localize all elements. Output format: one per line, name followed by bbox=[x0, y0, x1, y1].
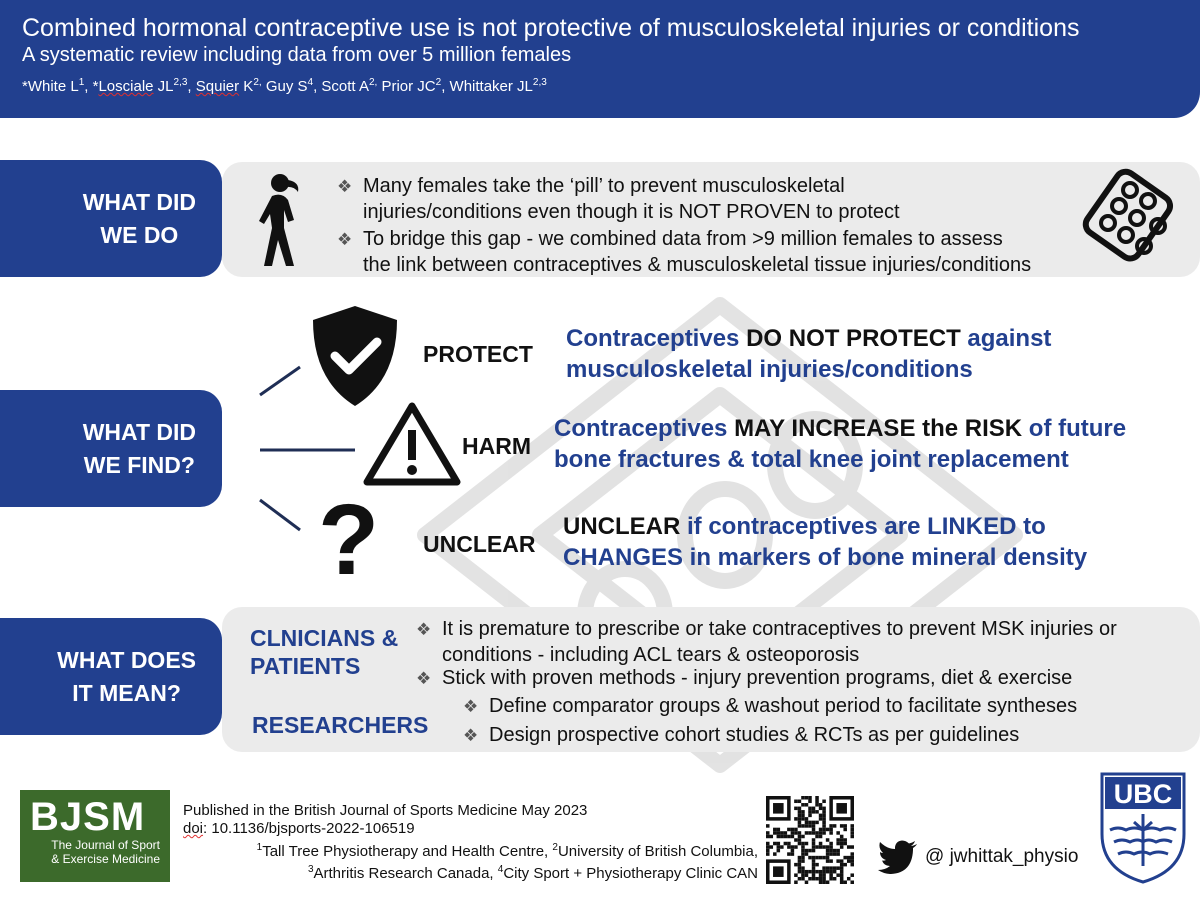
researcher-bullet-1: ❖ Define comparator groups & washout period to facilitate syntheses bbox=[489, 693, 1077, 719]
qr-module bbox=[791, 849, 795, 853]
qr-module bbox=[773, 866, 784, 877]
qr-module bbox=[805, 821, 809, 825]
qr-module bbox=[801, 849, 805, 853]
qr-module bbox=[826, 880, 830, 884]
qr-module bbox=[829, 842, 833, 846]
author: Scott $A^{2,}$ bbox=[321, 77, 378, 95]
qr-module bbox=[791, 831, 795, 835]
qr-module bbox=[808, 849, 812, 853]
qr-module bbox=[798, 800, 802, 804]
qr-module bbox=[850, 824, 854, 828]
qr-module bbox=[843, 828, 847, 832]
qr-module bbox=[808, 796, 812, 800]
qr-module bbox=[819, 817, 823, 821]
qr-module bbox=[812, 828, 816, 832]
qr-module bbox=[801, 814, 805, 818]
qr-module bbox=[780, 835, 784, 839]
qr-module bbox=[770, 845, 774, 849]
page-subtitle: A systematic review including data from over 5 million females bbox=[22, 44, 572, 66]
qr-module bbox=[798, 838, 802, 842]
qr-module bbox=[826, 866, 830, 870]
qr-module bbox=[822, 873, 826, 877]
qr-module bbox=[822, 866, 826, 870]
page-title: Combined hormonal contraceptive use is not protective of musculoskeletal injuries or conditions bbox=[22, 14, 1080, 42]
qr-module bbox=[798, 870, 802, 874]
qr-module bbox=[850, 845, 854, 849]
unclear-label: UNCLEAR bbox=[423, 531, 536, 557]
unclear-finding: UNCLEAR if contraceptives are LINKED to CHANGES in markers of bone mineral density bbox=[563, 513, 1088, 571]
qr-module bbox=[847, 859, 851, 863]
tab-what-did-we-find: WHAT DID WE FIND? bbox=[0, 390, 222, 507]
qr-module bbox=[829, 859, 833, 863]
qr-module bbox=[784, 831, 788, 835]
qr-module bbox=[815, 803, 819, 807]
qr-module bbox=[822, 828, 826, 832]
qr-module bbox=[840, 835, 844, 839]
qr-module bbox=[798, 807, 802, 811]
qr-module bbox=[808, 870, 812, 874]
qr-module bbox=[787, 835, 791, 839]
qr-module bbox=[773, 852, 777, 856]
qr-module bbox=[815, 831, 819, 835]
qr-module bbox=[815, 821, 819, 825]
qr-module bbox=[826, 852, 830, 856]
qr-module bbox=[822, 824, 826, 828]
qr-module bbox=[840, 873, 844, 877]
qr-module bbox=[798, 866, 802, 870]
qr-module bbox=[780, 845, 784, 849]
qr-module bbox=[850, 828, 854, 832]
qr-module bbox=[798, 824, 802, 828]
qr-module bbox=[766, 831, 770, 835]
clinicians-patients-label: CLNICIANS & PATIENTS bbox=[250, 625, 399, 679]
ubc-logo[interactable] bbox=[1098, 770, 1188, 885]
qr-module bbox=[784, 835, 788, 839]
qr-module bbox=[847, 856, 851, 860]
qr-module bbox=[766, 845, 770, 849]
qr-module bbox=[826, 870, 830, 874]
doi-link[interactable]: doi: 10.1136/bjsports-2022-106519 bbox=[183, 820, 415, 837]
qr-module bbox=[822, 817, 826, 821]
qr-module bbox=[819, 803, 823, 807]
question-mark-icon: ? bbox=[318, 484, 380, 596]
qr-module bbox=[815, 856, 819, 860]
qr-module bbox=[805, 870, 809, 874]
qr-module bbox=[812, 866, 816, 870]
qr-module bbox=[836, 873, 840, 877]
qr-module bbox=[826, 859, 830, 863]
qr-module bbox=[847, 877, 851, 881]
qr-module bbox=[791, 845, 795, 849]
author: *Losciale JL$^{2,3}$ bbox=[92, 77, 188, 95]
qr-module bbox=[766, 842, 770, 846]
qr-module bbox=[840, 863, 844, 867]
qr-module bbox=[794, 838, 798, 842]
qr-module bbox=[773, 803, 784, 814]
qr-module bbox=[850, 831, 854, 835]
qr-module bbox=[812, 849, 816, 853]
qr-module bbox=[833, 852, 837, 856]
qr-module bbox=[850, 856, 854, 860]
qr-module bbox=[850, 863, 854, 867]
qr-module bbox=[770, 835, 774, 839]
qr-module bbox=[791, 835, 795, 839]
qr-module bbox=[822, 870, 826, 874]
qr-module bbox=[808, 821, 812, 825]
qr-module bbox=[794, 800, 798, 804]
qr-module bbox=[798, 877, 802, 881]
qr-module bbox=[826, 845, 830, 849]
qr-module bbox=[808, 800, 812, 804]
qr-module bbox=[819, 807, 823, 811]
qr-module bbox=[801, 835, 805, 839]
qr-module bbox=[808, 831, 812, 835]
qr-module bbox=[836, 859, 840, 863]
qr-module bbox=[836, 852, 840, 856]
qr-module bbox=[808, 856, 812, 860]
qr-module bbox=[794, 880, 798, 884]
qr-module bbox=[798, 817, 802, 821]
warning-triangle-icon bbox=[362, 400, 462, 488]
qr-module bbox=[805, 824, 809, 828]
qr-module bbox=[815, 835, 819, 839]
qr-module bbox=[791, 828, 795, 832]
qr-module bbox=[812, 870, 816, 874]
tab-what-did-we-do: WHAT DID WE DO bbox=[0, 160, 222, 277]
diamond-bullet-icon: ❖ bbox=[463, 697, 479, 716]
qr-module bbox=[847, 845, 851, 849]
qr-module bbox=[805, 796, 809, 800]
qr-module bbox=[798, 863, 802, 867]
qr-module bbox=[801, 824, 805, 828]
qr-module bbox=[794, 807, 798, 811]
qr-module bbox=[819, 828, 823, 832]
author: *White $L^1$ bbox=[22, 77, 85, 95]
qr-module bbox=[812, 807, 816, 811]
qr-module bbox=[801, 877, 805, 881]
clinician-bullet-2: ❖ Stick with proven methods - injury prevention programs, diet & exercise bbox=[442, 665, 1072, 691]
qr-module bbox=[833, 877, 837, 881]
qr-module bbox=[819, 831, 823, 835]
qr-module bbox=[777, 835, 781, 839]
qr-module bbox=[840, 842, 844, 846]
qr-module bbox=[798, 856, 802, 860]
qr-module bbox=[812, 845, 816, 849]
qr-module bbox=[808, 814, 812, 818]
qr-module bbox=[836, 866, 840, 870]
researcher-bullet-2: ❖ Design prospective cohort studies & RCTs as per guidelines bbox=[489, 722, 1019, 748]
qr-module bbox=[826, 838, 830, 842]
qr-module bbox=[801, 803, 805, 807]
qr-module bbox=[801, 852, 805, 856]
ubc-wordmark: UBC bbox=[1113, 779, 1173, 809]
qr-module bbox=[787, 842, 791, 846]
qr-module bbox=[805, 831, 809, 835]
qr-module bbox=[773, 831, 777, 835]
qr-module bbox=[801, 842, 805, 846]
qr-module bbox=[812, 873, 816, 877]
affiliations: $^1$Tall Tree Physiotherapy and Health Centre, $^2$University of British Columbia, $^3$Arthritis Research Canada, $^4$City Sport + Physiotherapy Clinic CAN bbox=[256, 842, 758, 882]
qr-module bbox=[829, 877, 833, 881]
qr-module bbox=[805, 842, 809, 846]
qr-module bbox=[801, 796, 805, 800]
qr-module bbox=[815, 877, 819, 881]
qr-module bbox=[850, 880, 854, 884]
qr-module bbox=[822, 814, 826, 818]
do-bullet-1: ❖ Many females take the ‘pill’ to prevent musculoskeletal injuries/conditions even though it is NOT PROVEN to protect bbox=[337, 175, 900, 223]
qr-module bbox=[766, 835, 770, 839]
qr-code-icon[interactable] bbox=[766, 796, 854, 884]
qr-module bbox=[815, 870, 819, 874]
diamond-bullet-icon: ❖ bbox=[416, 620, 432, 639]
bjsm-logo[interactable]: BJSM The Journal of Sport & Exercise Medicine bbox=[20, 790, 170, 882]
author: Prior $JC^2$ bbox=[381, 77, 442, 95]
qr-module bbox=[808, 810, 812, 814]
qr-module bbox=[840, 845, 844, 849]
qr-module bbox=[812, 877, 816, 881]
qr-module bbox=[850, 873, 854, 877]
published-note: Published in the British Journal of Sports Medicine May 2023 bbox=[183, 802, 588, 819]
qr-module bbox=[843, 838, 847, 842]
qr-module bbox=[777, 842, 781, 846]
qr-module bbox=[822, 877, 826, 881]
qr-module bbox=[801, 873, 805, 877]
qr-module bbox=[819, 873, 823, 877]
qr-module bbox=[787, 828, 791, 832]
qr-module bbox=[805, 803, 809, 807]
qr-module bbox=[798, 842, 802, 846]
qr-module bbox=[819, 880, 823, 884]
qr-module bbox=[815, 800, 819, 804]
qr-module bbox=[794, 863, 798, 867]
qr-module bbox=[777, 845, 781, 849]
qr-module bbox=[777, 828, 781, 832]
qr-module bbox=[819, 835, 823, 839]
qr-module bbox=[812, 831, 816, 835]
qr-module bbox=[766, 824, 770, 828]
qr-module bbox=[843, 856, 847, 860]
researchers-label: RESEARCHERS bbox=[252, 712, 429, 738]
qr-module bbox=[780, 831, 784, 835]
qr-module bbox=[815, 845, 819, 849]
qr-module bbox=[840, 824, 844, 828]
qr-module bbox=[833, 849, 837, 853]
qr-module bbox=[826, 828, 830, 832]
qr-module bbox=[798, 810, 802, 814]
qr-module bbox=[826, 856, 830, 860]
qr-module bbox=[812, 838, 816, 842]
qr-module bbox=[784, 842, 788, 846]
protect-label: PROTECT bbox=[423, 341, 533, 367]
qr-module bbox=[833, 866, 837, 870]
qr-module bbox=[805, 849, 809, 853]
author-list: *White $L^1$, *Losciale JL$^{2,3}$, Squier $K^{2,}$ Guy $S^4$, Scott $A^{2,}$ Prior $JC^2$, Whittaker JL$^{2,3}$ bbox=[22, 77, 547, 95]
qr-module bbox=[840, 880, 844, 884]
qr-module bbox=[819, 877, 823, 881]
qr-module bbox=[822, 831, 826, 835]
qr-module bbox=[812, 856, 816, 860]
qr-module bbox=[812, 842, 816, 846]
qr-module bbox=[840, 838, 844, 842]
do-bullet-2: ❖ To bridge this gap - we combined data from >9 million females to assess the link between contraceptives & musculoskeletal tissue injuries/conditions bbox=[337, 228, 1032, 276]
qr-module bbox=[822, 845, 826, 849]
qr-module bbox=[836, 838, 840, 842]
qr-module bbox=[798, 859, 802, 863]
qr-module bbox=[829, 866, 833, 870]
qr-module bbox=[836, 842, 840, 846]
qr-module bbox=[829, 870, 833, 874]
twitter-handle[interactable]: @ jwhittak_physio bbox=[925, 846, 1079, 867]
qr-module bbox=[822, 810, 826, 814]
qr-module bbox=[766, 849, 770, 853]
qr-module bbox=[812, 824, 816, 828]
qr-module bbox=[787, 852, 791, 856]
walking-woman-icon bbox=[250, 170, 310, 270]
qr-module bbox=[805, 873, 809, 877]
qr-module bbox=[819, 814, 823, 818]
qr-module bbox=[808, 807, 812, 811]
qr-module bbox=[801, 870, 805, 874]
qr-module bbox=[840, 870, 844, 874]
qr-module bbox=[777, 849, 781, 853]
header-banner bbox=[0, 0, 1200, 118]
qr-module bbox=[798, 831, 802, 835]
qr-module bbox=[794, 817, 798, 821]
qr-module bbox=[794, 845, 798, 849]
clinician-bullet-1: ❖ It is premature to prescribe or take contraceptives to prevent MSK injuries or conditions - including ACL tears & osteoporosis bbox=[416, 618, 1117, 666]
diamond-bullet-icon: ❖ bbox=[416, 669, 432, 688]
qr-module bbox=[822, 880, 826, 884]
qr-module bbox=[829, 849, 833, 853]
qr-module bbox=[794, 831, 798, 835]
qr-module bbox=[829, 873, 833, 877]
qr-module bbox=[812, 863, 816, 867]
qr-module bbox=[819, 845, 823, 849]
qr-module bbox=[819, 856, 823, 860]
qr-module bbox=[822, 821, 826, 825]
qr-module bbox=[819, 842, 823, 846]
qr-module bbox=[798, 814, 802, 818]
qr-module bbox=[805, 880, 809, 884]
qr-module bbox=[822, 800, 826, 804]
qr-module bbox=[791, 852, 795, 856]
qr-module bbox=[836, 803, 847, 814]
twitter-bird-icon[interactable] bbox=[878, 840, 918, 874]
qr-module bbox=[829, 845, 833, 849]
diamond-bullet-icon: ❖ bbox=[463, 726, 479, 745]
qr-module bbox=[808, 877, 812, 881]
qr-module bbox=[812, 810, 816, 814]
qr-module bbox=[815, 863, 819, 867]
qr-module bbox=[850, 852, 854, 856]
qr-module bbox=[801, 856, 805, 860]
qr-module bbox=[833, 824, 837, 828]
qr-module bbox=[812, 821, 816, 825]
qr-module bbox=[801, 866, 805, 870]
qr-module bbox=[787, 845, 791, 849]
qr-module bbox=[766, 852, 770, 856]
qr-module bbox=[840, 859, 844, 863]
qr-module bbox=[840, 866, 844, 870]
diamond-bullet-icon: ❖ bbox=[337, 230, 353, 249]
qr-module bbox=[829, 852, 833, 856]
pill-pack-icon bbox=[1082, 168, 1182, 268]
qr-module bbox=[829, 831, 833, 835]
qr-module bbox=[836, 849, 840, 853]
qr-module bbox=[850, 859, 854, 863]
qr-module bbox=[773, 828, 777, 832]
qr-module bbox=[801, 810, 805, 814]
protect-finding: Contraceptives DO NOT PROTECT against musculoskeletal injuries/conditions bbox=[566, 325, 1052, 383]
qr-module bbox=[798, 835, 802, 839]
qr-module bbox=[833, 870, 837, 874]
qr-module bbox=[801, 817, 805, 821]
qr-module bbox=[794, 873, 798, 877]
shield-check-icon bbox=[305, 302, 405, 410]
qr-module bbox=[815, 796, 819, 800]
qr-module bbox=[777, 831, 781, 835]
qr-module bbox=[843, 824, 847, 828]
author: Guy $S^4$ bbox=[265, 77, 314, 95]
qr-module bbox=[815, 810, 819, 814]
qr-module bbox=[812, 859, 816, 863]
qr-module bbox=[843, 842, 847, 846]
qr-module bbox=[794, 828, 798, 832]
tab-what-does-it-mean: WHAT DOES IT MEAN? bbox=[0, 618, 222, 735]
qr-module bbox=[836, 831, 840, 835]
qr-module bbox=[843, 880, 847, 884]
qr-module bbox=[826, 849, 830, 853]
qr-module bbox=[798, 821, 802, 825]
qr-module bbox=[801, 845, 805, 849]
qr-module bbox=[829, 824, 833, 828]
qr-module bbox=[819, 870, 823, 874]
qr-module bbox=[822, 807, 826, 811]
qr-module bbox=[805, 852, 809, 856]
qr-module bbox=[808, 824, 812, 828]
qr-module bbox=[850, 835, 854, 839]
qr-module bbox=[801, 859, 805, 863]
harm-label: HARM bbox=[462, 433, 531, 459]
diamond-bullet-icon: ❖ bbox=[337, 177, 353, 196]
author: Whittaker JL$^{2,3}$ bbox=[449, 77, 547, 95]
harm-finding: Contraceptives MAY INCREASE the RISK of future bone fractures & total knee joint replacement bbox=[554, 415, 1127, 473]
qr-module bbox=[840, 877, 844, 881]
qr-module bbox=[805, 817, 809, 821]
qr-module bbox=[773, 842, 777, 846]
qr-module bbox=[843, 863, 847, 867]
qr-module bbox=[829, 828, 833, 832]
author: Squier $K^{2,}$ bbox=[195, 77, 262, 95]
qr-module bbox=[822, 856, 826, 860]
